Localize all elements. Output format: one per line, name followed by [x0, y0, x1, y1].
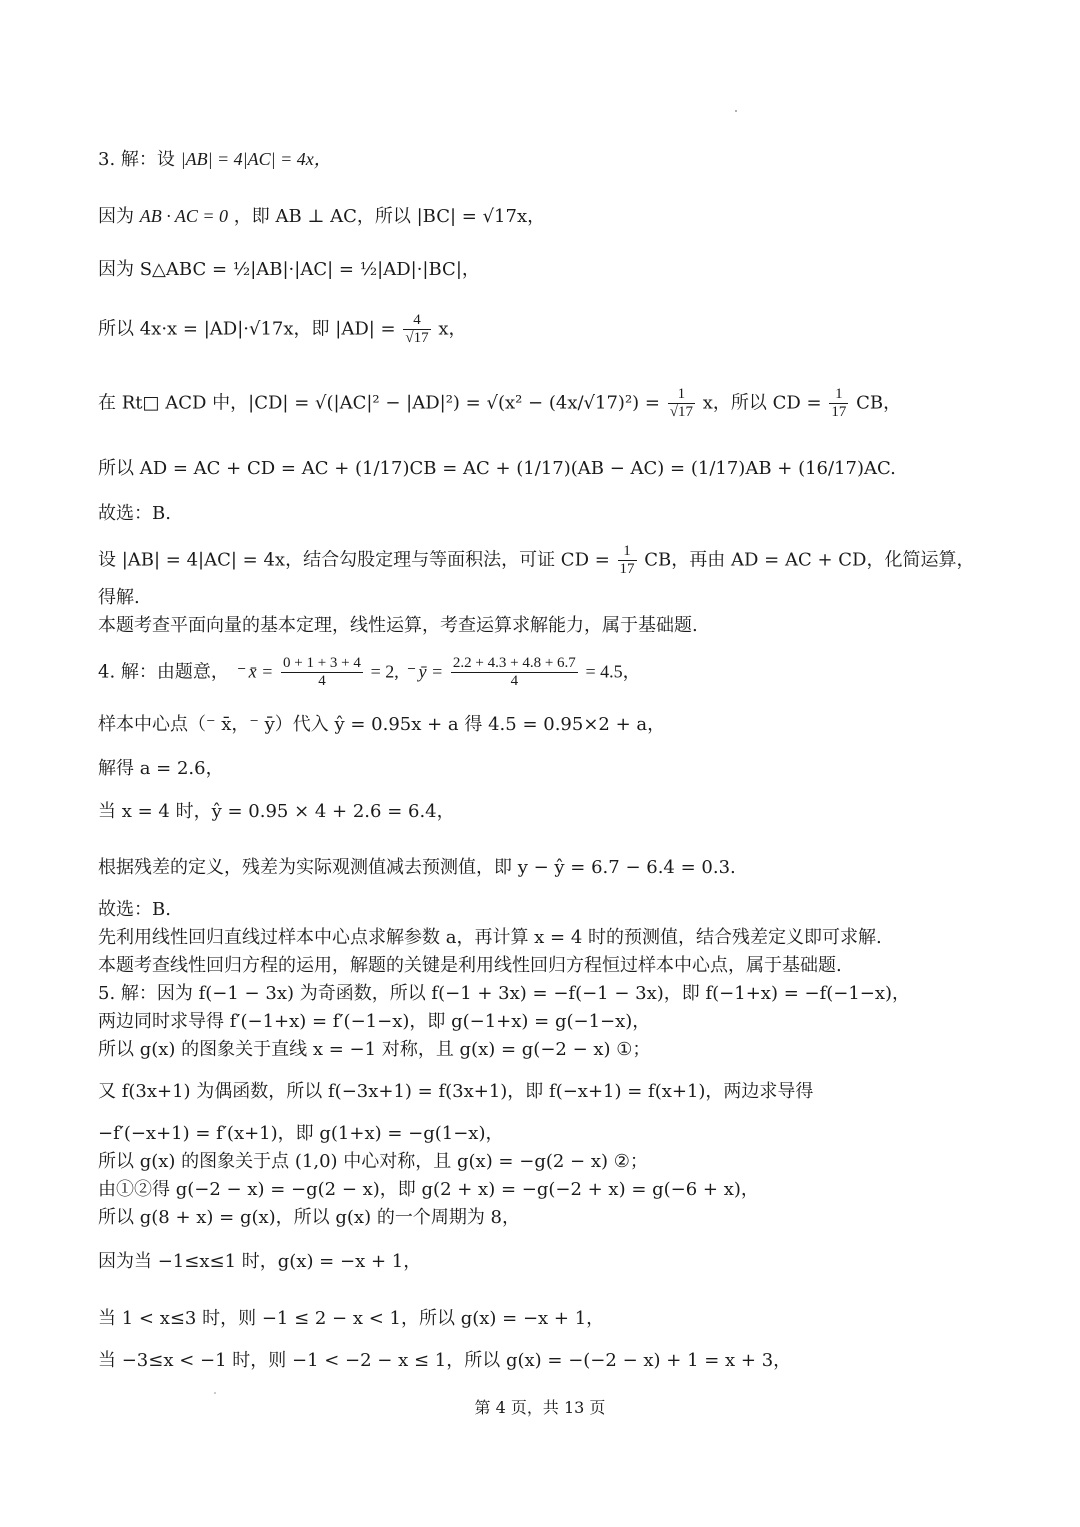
x-bar: ⁻ x̄ = — [234, 661, 274, 682]
p3-line-1 — [98, 147, 332, 172]
text: 当 x = 4 时，ŷ = 0.95 × 4 + 2.6 = 6.4， — [98, 801, 455, 822]
text: −f′(−x+1) = f′(x+1)，即 g(1+x) = −g(1−x)， — [98, 1123, 504, 1144]
p4-line-4 — [98, 800, 455, 824]
numerator: 1 — [668, 386, 695, 404]
text: CB， — [856, 392, 902, 414]
text: 得解. — [98, 587, 140, 608]
p5-line-7 — [98, 1178, 759, 1202]
page-footer: 第 4 页，共 13 页 — [474, 1398, 606, 1417]
p3-line-3 — [98, 258, 480, 282]
text: 样本中心点（⁻ x̄，⁻ ȳ）代入 ŷ = 0.95x + a 得 4.5 = 0.95×2 + a， — [98, 714, 666, 735]
y-bar: ⁻ ȳ = — [404, 661, 444, 682]
numerator: 0 + 1 + 3 + 4 — [283, 655, 361, 671]
text: 本题考查平面向量的基本定理，线性运算，考查运算求解能力，属于基础题. — [98, 615, 698, 636]
fraction — [403, 312, 430, 347]
text: 因为 S△ABC = ½|AB|·|AC| = ½|AD|·|BC|， — [98, 259, 480, 280]
numerator: 4 — [403, 312, 430, 330]
text: 本题考查线性回归方程的运用，解题的关键是利用线性回归方程恒过样本中心点，属于基础题. — [98, 955, 842, 976]
fraction — [829, 386, 848, 421]
text: 由①②得 g(−2 − x) = −g(2 − x)，即 g(2 + x) = −g(−2 + x) = g(−6 + x)， — [98, 1179, 759, 1200]
p5-line-3 — [98, 1038, 650, 1062]
p3-comment — [98, 614, 698, 638]
p3-analysis — [98, 543, 974, 578]
text: x， — [438, 318, 467, 340]
p4-comment — [98, 954, 842, 978]
text: 因为 — [98, 206, 134, 227]
denominator: √17 — [405, 330, 429, 346]
numerator: 1 — [618, 543, 637, 561]
p4-line-1 — [98, 655, 641, 690]
p3-choice — [98, 502, 171, 526]
fraction — [451, 655, 578, 690]
scan-speck — [214, 1392, 216, 1394]
p5-line-5 — [98, 1122, 503, 1146]
answer-choice: 故选：B. — [98, 899, 171, 920]
p3-line-2 — [98, 204, 545, 229]
p4-line-3 — [98, 757, 224, 781]
text: 所以 AD = AC + CD = AC + (1/17)CB = AC + (1/17)(AB − AC) = (1/17)AB + (16/17)AC. — [98, 458, 896, 479]
denominator: 17 — [619, 561, 635, 577]
p3-line-5 — [98, 386, 901, 421]
text: ，即 AB ⊥ AC，所以 |BC| = √17x， — [233, 206, 546, 227]
fraction — [281, 655, 363, 690]
numerator: 2.2 + 4.3 + 4.8 + 6.7 — [452, 655, 576, 671]
p4-line-2 — [98, 713, 665, 737]
fraction — [618, 543, 637, 578]
text: 先利用线性回归直线过样本中心点求解参数 a，再计算 x = 4 时的预测值，结合残差定义即可求解. — [98, 927, 882, 948]
p3-analysis-cont — [98, 586, 140, 610]
denominator: √17 — [669, 404, 693, 420]
text: = 2, — [370, 661, 399, 682]
p4-choice — [98, 898, 171, 922]
p3-heading: 3. 解：设 — [98, 149, 175, 170]
text: = 4.5， — [585, 661, 641, 682]
p4-heading: 4. 解：由题意， — [98, 661, 229, 683]
text: 所以 g(x) 的图象关于直线 x = −1 对称，且 g(x) = g(−2 − x) ①； — [98, 1039, 651, 1060]
text: 当 1 < x≤3 时，则 −1 ≤ 2 − x < 1，所以 g(x) = −x + 1， — [98, 1308, 605, 1329]
text: 解得 a = 2.6， — [98, 758, 224, 779]
p4-line-5 — [98, 856, 736, 880]
text: 所以 4x·x = |AD|·√17x，即 |AD| = — [98, 318, 396, 340]
denominator: 4 — [318, 673, 326, 689]
text: 又 f(3x+1) 为偶函数，所以 f(−3x+1) = f(3x+1)，即 f(−x+1) = f(x+1)，两边求导得 — [98, 1081, 814, 1102]
p4-analysis — [98, 926, 882, 950]
p3-line-6 — [98, 457, 896, 481]
text: 所以 g(8 + x) = g(x)，所以 g(x) 的一个周期为 8， — [98, 1207, 520, 1228]
p3-equation: |AB| = 4|AC| = 4x， — [180, 149, 332, 169]
denominator: 4 — [510, 673, 519, 689]
scan-speck — [735, 110, 737, 112]
text: x，所以 CD = — [702, 392, 822, 414]
text: 两边同时求导得 f′(−1+x) = f′(−1−x)，即 g(−1+x) = g(−1−x)， — [98, 1011, 651, 1032]
p5-line-10 — [98, 1307, 604, 1331]
text: 根据残差的定义，残差为实际观测值减去预测值，即 y − ŷ = 6.7 − 6.4 = 0.3. — [98, 857, 736, 878]
text: 在 Rt□ ACD 中，|CD| = √(|AC|² − |AD|²) = √(x² − (4x/√17)²) = — [98, 392, 660, 414]
answer-choice: 故选：B. — [98, 503, 171, 524]
p3-line-4 — [98, 312, 466, 347]
p5-line-11 — [98, 1349, 791, 1373]
text: 设 |AB| = 4|AC| = 4x，结合勾股定理与等面积法，可证 CD = — [98, 549, 610, 571]
denominator: 17 — [831, 404, 847, 420]
p5-line-1 — [98, 982, 910, 1006]
p5-line-8 — [98, 1206, 520, 1230]
text: CB，再由 AD = AC + CD，化简运算， — [644, 549, 975, 571]
text: 当 −3≤x < −1 时，则 −1 < −2 − x ≤ 1，所以 g(x) = −(−2 − x) + 1 = x + 3， — [98, 1350, 792, 1371]
fraction — [668, 386, 695, 421]
text: 所以 g(x) 的图象关于点 (1,0) 中心对称，且 g(x) = −g(2 − x) ②； — [98, 1151, 648, 1172]
text: 因为当 −1≤x≤1 时，g(x) = −x + 1， — [98, 1251, 422, 1272]
numerator: 1 — [829, 386, 848, 404]
dot-product: AB · AC = 0 — [139, 206, 229, 226]
p5-line-6 — [98, 1150, 648, 1174]
text: 5. 解：因为 f(−1 − 3x) 为奇函数，所以 f(−1 + 3x) = −f(−1 − 3x)，即 f(−1+x) = −f(−1−x)， — [98, 983, 911, 1004]
p5-line-2 — [98, 1010, 650, 1034]
p5-line-4 — [98, 1080, 813, 1104]
p5-line-9 — [98, 1250, 421, 1274]
